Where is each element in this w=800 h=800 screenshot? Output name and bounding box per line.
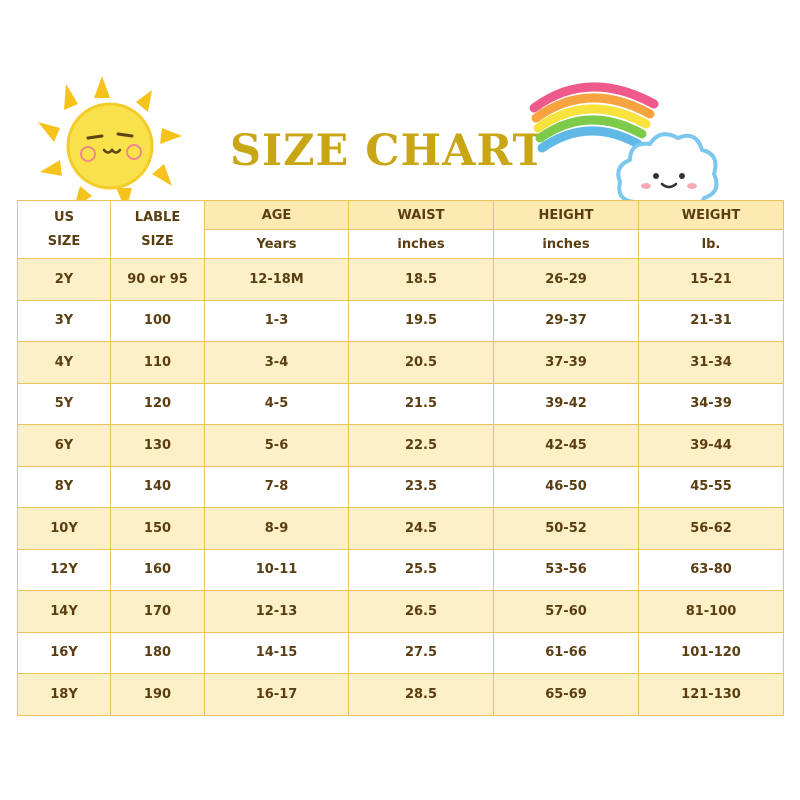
cell-height: 29-37 — [494, 300, 639, 342]
cell-us: 5Y — [18, 383, 111, 425]
cell-label: 110 — [111, 342, 205, 384]
cell-weight: 101-120 — [639, 632, 784, 674]
sun-character-icon — [30, 68, 190, 218]
cell-waist: 28.5 — [349, 674, 494, 716]
header-label-size — [111, 201, 205, 259]
cell-label: 90 or 95 — [111, 259, 205, 301]
cell-label: 160 — [111, 549, 205, 591]
unit-weight: lb. — [639, 230, 784, 259]
header-height: HEIGHT — [494, 201, 639, 230]
unit-height: inches — [494, 230, 639, 259]
header-waist: WAIST — [349, 201, 494, 230]
size-chart-table — [17, 200, 784, 716]
cell-height: 50-52 — [494, 508, 639, 550]
table-row — [18, 674, 784, 716]
cell-waist: 26.5 — [349, 591, 494, 633]
table-row — [18, 259, 784, 301]
cell-weight: 31-34 — [639, 342, 784, 384]
cell-weight: 45-55 — [639, 466, 784, 508]
cell-label: 100 — [111, 300, 205, 342]
cell-us: 16Y — [18, 632, 111, 674]
cell-us: 2Y — [18, 259, 111, 301]
cell-label: 130 — [111, 425, 205, 467]
header-age: AGE — [205, 201, 349, 230]
cell-label: 190 — [111, 674, 205, 716]
cell-age: 12-18M — [205, 259, 349, 301]
cell-weight: 121-130 — [639, 674, 784, 716]
cell-waist: 22.5 — [349, 425, 494, 467]
table-row — [18, 383, 784, 425]
cell-height: 53-56 — [494, 549, 639, 591]
cell-waist: 24.5 — [349, 508, 494, 550]
cell-weight: 21-31 — [639, 300, 784, 342]
cell-label: 120 — [111, 383, 205, 425]
table-row — [18, 466, 784, 508]
cell-age: 7-8 — [205, 466, 349, 508]
cell-age: 5-6 — [205, 425, 349, 467]
cell-age: 10-11 — [205, 549, 349, 591]
header-weight: WEIGHT — [639, 201, 784, 230]
header-us-size-line1: US — [54, 209, 74, 225]
table-row — [18, 425, 784, 467]
cell-waist: 20.5 — [349, 342, 494, 384]
cell-us: 8Y — [18, 466, 111, 508]
cell-us: 12Y — [18, 549, 111, 591]
cell-height: 39-42 — [494, 383, 639, 425]
cell-us: 6Y — [18, 425, 111, 467]
cell-us: 18Y — [18, 674, 111, 716]
cell-height: 57-60 — [494, 591, 639, 633]
cell-height: 65-69 — [494, 674, 639, 716]
cell-waist: 25.5 — [349, 549, 494, 591]
cell-age: 8-9 — [205, 508, 349, 550]
table-row — [18, 508, 784, 550]
header-row — [18, 201, 784, 230]
cell-weight: 63-80 — [639, 549, 784, 591]
cell-weight: 15-21 — [639, 259, 784, 301]
header-us-size — [18, 201, 111, 259]
table-row — [18, 549, 784, 591]
cell-label: 150 — [111, 508, 205, 550]
cell-us: 10Y — [18, 508, 111, 550]
cell-waist: 19.5 — [349, 300, 494, 342]
cell-weight: 56-62 — [639, 508, 784, 550]
cell-label: 170 — [111, 591, 205, 633]
cell-weight: 81-100 — [639, 591, 784, 633]
cell-weight: 34-39 — [639, 383, 784, 425]
cell-weight: 39-44 — [639, 425, 784, 467]
cell-us: 14Y — [18, 591, 111, 633]
cell-label: 140 — [111, 466, 205, 508]
header-label-size-line2: SIZE — [141, 233, 174, 249]
cell-us: 4Y — [18, 342, 111, 384]
cell-waist: 21.5 — [349, 383, 494, 425]
cell-waist: 23.5 — [349, 466, 494, 508]
cell-age: 1-3 — [205, 300, 349, 342]
table-row — [18, 342, 784, 384]
cell-age: 3-4 — [205, 342, 349, 384]
unit-age: Years — [205, 230, 349, 259]
cell-age: 12-13 — [205, 591, 349, 633]
unit-waist: inches — [349, 230, 494, 259]
table-row — [18, 591, 784, 633]
cell-height: 42-45 — [494, 425, 639, 467]
cell-us: 3Y — [18, 300, 111, 342]
cell-height: 37-39 — [494, 342, 639, 384]
cell-label: 180 — [111, 632, 205, 674]
cell-height: 46-50 — [494, 466, 639, 508]
page-title: SIZE CHART — [230, 126, 546, 176]
cell-height: 61-66 — [494, 632, 639, 674]
cell-age: 16-17 — [205, 674, 349, 716]
cell-height: 26-29 — [494, 259, 639, 301]
cell-age: 4-5 — [205, 383, 349, 425]
header-label-size-line1: LABLE — [134, 209, 181, 225]
table-row — [18, 300, 784, 342]
cell-waist: 27.5 — [349, 632, 494, 674]
cell-age: 14-15 — [205, 632, 349, 674]
cell-waist: 18.5 — [349, 259, 494, 301]
header-us-size-line2: SIZE — [47, 233, 81, 249]
table-row — [18, 632, 784, 674]
